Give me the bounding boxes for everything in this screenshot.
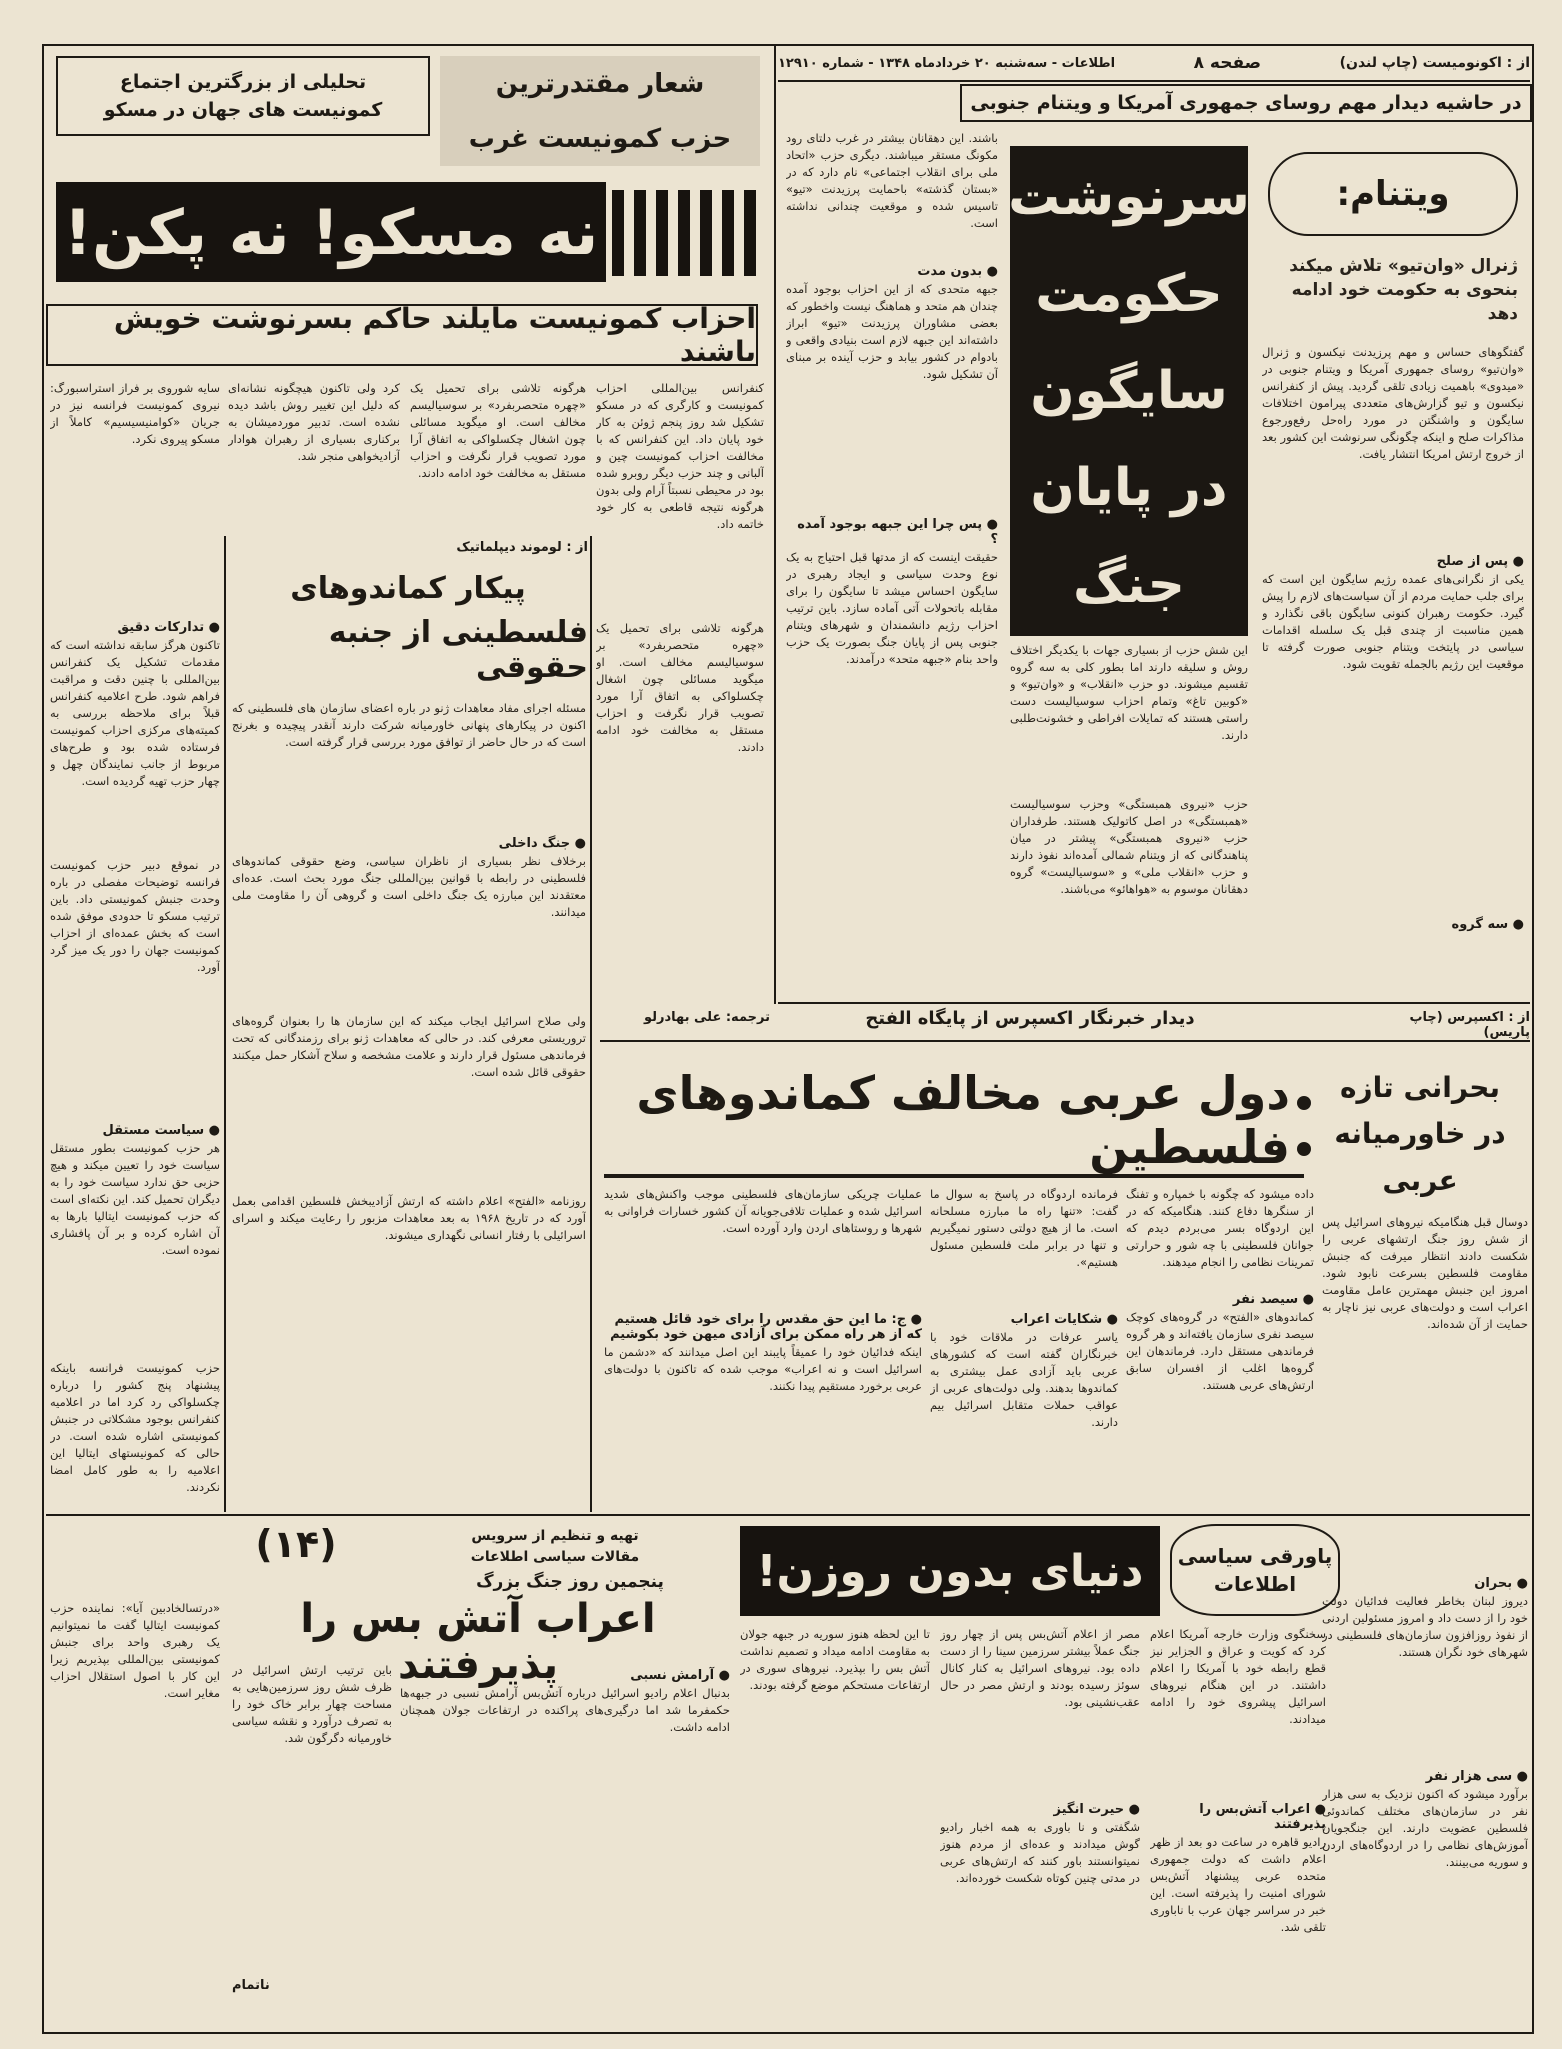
monde-body-4: روزنامه «الفتح» اعلام داشته که ارتش آزادیبخش فلسطین اقدامی بعمل آورد که در تاریخ ۱۹۶۸ به بعد معاهدات مزبور را رعایت میکند و اسرای اسرائیلی با رفتار انسانی نگهداری میشوند. xyxy=(232,1194,586,1242)
headline-word-1: سرنوشت xyxy=(1008,167,1250,228)
vietnam-body-3: این شش حزب از بسیاری جهات با یکدیگر اختلاف روش و سلیقه دارند اما بطور کلی به سه گروه تقسیم میشوند. دو حزب «انقلاب» و «وان‌تیو» و «کوبین تاغ» وتمام احزاب سوسیالیست دست راستی هستند که تمایلات افراطی و خشونت‌طلبی دارند. xyxy=(1010,643,1248,742)
express-kicker-1: بحرانی تازه xyxy=(1340,1070,1500,1104)
express-sub-4: ● شکایات اعراب xyxy=(1010,1312,1118,1327)
monde-source: از : لوموند دیپلماتیک xyxy=(456,540,588,555)
ceasefire-body-5: تا این لحظه هنوز سوریه در جبهه جولان به مقاومت ادامه میداد و تصمیم نداشت آتش بس را بپذیرد. نیروهای سوری در ارتفاعات مستحکم موضع گرفته بودند. xyxy=(740,1627,930,1692)
soviet-headline: نه مسکو! نه پکن! xyxy=(56,182,606,282)
soviet-body-1: کنفرانس بین‌المللی احزاب کمونیست و کارگری که در مسکو تشکیل شد روز پنجم ژوئن به کار خود پایان داد. این کنفرانس که با مخالفت احزاب کمونیست چین و آلبانی و چند حزب دیگر روبرو شده بود در محیطی نسبتاً آرام ولی بدون هرگونه نتیجه قاطعی به کار خود خاتمه داد. xyxy=(596,381,764,531)
express-body-1: دوسال قبل هنگامیکه نیروهای اسرائیل پس از شش روز جنگ ارتشهای عربی را شکست دادند انتظار میرفت که جنبش مقاومت فلسطین بسرعت نابود شود. امروز این جنبش مهمترین عامل مقاومت اعراب است و دولت‌های عربی نیز ناچار به حمایت از آن شده‌اند. xyxy=(1322,1215,1528,1331)
vietnam-body-1: گفتگوهای حساس و مهم پرزیدنت نیکسون و ژنرال «وان‌تیو» روسای جمهوری آمریکا و ویتنام جنوبی در «میدوی» باهمیت زیادی تلقی گردید. پیش از کنفرانس نیکسون و تیو گزارش‌های متعددی پیرامون اختلافات سایگون و واشنگتن در مورد راه‌حل رفع‌ورجوع مذاکرات صلح و اینکه چگونگی سرنوشت این کشور بعد از خروج ارتش امریکا انتشار یافت. xyxy=(1262,345,1524,461)
vietnam-banner: در حاشیه دیدار مهم روسای جمهوری آمریکا و ویتنام جنوبی xyxy=(960,84,1532,122)
monde-title-1: پیکار کماندوهای xyxy=(290,570,526,606)
monde-body-1: مسئله اجرای مفاد معاهدات ژنو در باره اعضای سازمان های فلسطینی که اکنون در پیکارهای پنهانی خاورمیانه شرکت دارند آنقدر پیچیده و بغرنج است که در حال حاضر از توافق مورد بررسی قرار گرفته است. xyxy=(232,701,586,749)
vietnam-sub-3: ● بدون مدت xyxy=(917,264,998,279)
vietnam-sub-2: ● سه گروه xyxy=(1451,917,1524,932)
soviet-body-6: در نموقع دبیر حزب کمونیست فرانسه توضیحات مفصلی در باره وحدت جنبش کمونیستی داد. باین ترتیب مسکو تا حدودی موفق شده است که بخش عمده‌ای از احزاب کمونیست جهان را دور یک میز گرد آورد. xyxy=(50,858,220,974)
ceasefire-sub-3: ● آرامش نسبی xyxy=(630,1668,730,1683)
soviet-body-3: کرد ولی تاکنون هیچگونه نشانه‌ای که دلیل این تغییر روش باشد دیده نشده است. تدبیر موردمیشان به برکناری بسیاری از رهبران هوادار آزادیخواهی منجر شد. xyxy=(228,381,400,463)
masthead-source: از : اکونومیست (چاپ لندن) xyxy=(1339,55,1530,71)
soviet-sub-a: ● تدارکات دقیق xyxy=(117,620,220,635)
express-kicker-2: در خاورمیانه xyxy=(1334,1117,1506,1151)
soviet-slogan-1: شعار مقتدرترین xyxy=(495,68,705,99)
ceasefire-body-3: مصر از اعلام آتش‌بس پس از چهار روز جنگ عملاً بیشتر سرزمین سینا را از دست داده بود. نیروهای اسرائیل به کنار کانال سوئز رسیده بودند و ارتش مصر در حال عقب‌نشینی بود. xyxy=(940,1627,1140,1709)
soviet-body-8: حزب کمونیست فرانسه باینکه پیشنهاد پنج کشور را درباره چکسلواکی رد کرد اما در اعلامیه کنفرانس بوجود مشکلاتی در جنبش کمونیستی اشاره شده است. در حالی که کمونیستهای ایتالیا این اعلامیه را به طور کامل امضا نکردند. xyxy=(50,1361,220,1494)
express-body-6: فرمانده اردوگاه در پاسخ به سوال ما گفت: «تنها راه ما مبارزه مسلحانه است. ما از هیچ دولتی دستور نمیگیریم و تنها در برابر ملت فلسطین مسئول هستیم». xyxy=(930,1187,1118,1269)
soviet-subhead: احزاب کمونیست مایلند حاکم بسرنوشت خویش باشند xyxy=(46,304,758,366)
express-body-2: دیروز لبنان بخاطر فعالیت فدائیان دولت خود را از دست داد و امروز مسئولین اردنی از نفوذ روزافزون سازمان‌های فلسطینی در شهرهای خود نگران هستند. xyxy=(1322,1594,1528,1659)
soviet-title-2: کمونیست های جهان در مسکو xyxy=(103,99,383,121)
vietnam-sub-1: ● پس از صلح xyxy=(1436,554,1524,569)
soviet-sub-b: ● سیاست مستقل xyxy=(102,1123,220,1138)
express-body-4: داده میشود که چگونه با خمپاره و تفنگ از سنگرها دفاع کنند. هنگامیکه که در این اردوگاه بسر می‌بردم دیدم که جوانان فلسطینی با چه شور و حرارتی تمرینات نظامی را انجام میدهند. xyxy=(1126,1187,1314,1269)
ceasefire-signature: ناتمام xyxy=(232,1978,270,1993)
masthead-info: اطلاعات - سه‌شنبه ۲۰ خردادماه ۱۳۴۸ - شماره ۱۲۹۱۰ xyxy=(778,55,1116,71)
ceasefire-sub-1: ● اعراب آتش‌بس را پذیرفتند xyxy=(1199,1802,1326,1832)
ceasefire-body-4: شگفتی و نا باوری به همه اخبار رادیو گوش میدادند و عده‌ای از مردم هنوز نمیتوانستند باور کنند که ارتش‌های عربی در مدتی چنین کوتاه شکست خورده‌اند. xyxy=(940,1820,1140,1885)
ceasefire-series-number: (۱۴) xyxy=(255,1522,337,1566)
headline-word-2: حکومت xyxy=(1035,264,1223,325)
column-label-2: اطلاعات xyxy=(1213,1572,1297,1596)
express-translator: ترجمه: علی بهادرلو xyxy=(643,1010,770,1025)
express-kicker-3: عربی xyxy=(1382,1164,1458,1198)
page-border xyxy=(42,44,1534,2034)
soviet-body-9: «درتسالخادبین آیا»: نماینده حزب کمونیست ایتالیا گفت ما نمیتوانیم یک رهبری واحد برای جنبش کمونیستی بین‌المللی بپذیریم زیرا این کار با اصول استقلال احزاب مغایر است. xyxy=(50,1601,220,1700)
express-sub-1: ● بحران xyxy=(1474,1576,1528,1591)
express-body-5: کماندوهای «الفتح» در گروه‌های کوچک سیصد نفری سازمان یافته‌اند و هر گروه فرماندهی مستقل دارد. فرماندهان این گروه‌ها اغلب از افسران سابق ارتش‌های عربی هستند. xyxy=(1126,1310,1314,1392)
headline-word-4: در پایان xyxy=(1030,457,1228,518)
express-body-8: عملیات چریکی سازمان‌های فلسطینی موجب واکنش‌های شدید اسرائیل شده و عملیات تلافی‌جویانه آن کشور خسارات فراوانی به شهرها و روستاهای اردن وارد آورده است. xyxy=(604,1187,922,1235)
series-1: تهیه و تنظیم از سرویس xyxy=(471,1528,639,1544)
vietnam-col2-top: باشند. این دهقانان بیشتر در غرب دلتای رود مکونگ مستقر میباشند. دیگری حزب «اتحاد ملی برای انقلاب اجتماعی» نام دارد که در «بستان گذشته» باحمایت پرزیدنت «تیو» تاسیس شده و موقعیت چندانی نداشته است. xyxy=(786,131,998,230)
soviet-title-1: تحلیلی از بزرگترین اجتماع xyxy=(119,71,367,93)
vietnam-kicker-box: ویتنام: xyxy=(1268,152,1518,236)
vietnam-body-2: یکی از نگرانی‌های عمده رژیم سایگون این است که برای جلب حمایت مردم از آن سیاست‌های لازم را پیش گیرد. حکومت رهبران کنونی سایگون باقی نگذارد و همین مناسبت از چندی قبل یک سلسله اقدامات سیاسی در پایتخت ویتنام جنوبی صورت گرفته تا موقعیت این رژیم بالجمله تقویت شود. xyxy=(1262,572,1524,671)
express-body-9: اینکه فدائیان خود را عمیقاً پایبند این اصل میدانند که «دشمن ما اسرائیل است و نه اعراب» موجب شده که تاکنون با دولت‌های عربی برخورد مستقیم پیدا نکنند. xyxy=(604,1345,922,1393)
ceasefire-sub-2: ● حیرت انگیز xyxy=(1053,1802,1140,1817)
monde-sub-1: ● جنگ داخلی xyxy=(498,836,586,851)
vietnam-body-4: حزب «نیروی همبستگی» وحزب سوسیالیست «همبستگی» در اصل کاتولیک هستند. طرفداران حزب «نیروی همبستگی» پیشتر در میان پناهندگانی که از ویتنام شمالی آمده‌اند نفوذ دارند و حزب «انقلاب ملی» و «سوسیالیست» گروه دهقانان موسوم به «هواهائو» می‌باشند. xyxy=(1010,797,1248,896)
masthead-page: صفحه ۸ xyxy=(1193,53,1262,73)
express-sub-5: ● ج: ما این حق مقدس را برای خود قائل هستیم که از هر راه ممکن برای آزادی میهن خود بکوشیم xyxy=(610,1312,922,1342)
series-2: مقالات سیاسی اطلاعات xyxy=(470,1549,640,1565)
column-label-1: پاورقی سیاسی xyxy=(1177,1544,1333,1568)
monde-title-2: فلسطینی از جنبه حقوقی xyxy=(328,615,588,686)
vietnam-subhead: ژنرال «وان‌تیو» تلاش میکند بنحوی به حکومت خود ادامه دهد xyxy=(1289,256,1518,324)
vietnam-sub-4: ● پس چرا این جبهه بوجود آمده ؟ xyxy=(797,517,998,547)
express-body-7: یاسر عرفات در ملاقات خود با خبرنگاران گفته است که کشورهای عربی باید آزادی عمل بیشتری به کماندوها بدهند. ولی دولت‌های عربی از عواقب حملات متقابل اسرائیل بیم دارند. xyxy=(930,1330,1118,1429)
monde-body-2: برخلاف نظر بسیاری از ناظران سیاسی، وضع حقوقی کماندوهای فلسطینی در رابطه با قوانین بین‌المللی جنگ مورد بحث است. عده‌ای معتقدند این مبارزه یک جنگ داخلی است و گروهی آن را مقاومت ملی میدانند. xyxy=(232,854,586,919)
ceasefire-body-7: باین ترتیب ارتش اسرائیل در ظرف شش روز سرزمین‌هایی به مساحت چهار برابر خاک خود را به تصرف درآورد و نقشه سیاسی خاورمیانه دگرگون شد. xyxy=(232,1663,392,1745)
vietnam-col2-mid: جبهه متحدی که از این احزاب بوجود آمده چندان هم متحد و هماهنگ نیست واخطور که بعضی مشاوران پرزیدنت «تیو» ابراز داشته‌اند این جبهه لازم است بنیادی واقعی و بادوام در کشور بیابد و حزب آینده بر مبنای آن تشکیل شود. xyxy=(786,282,998,381)
express-sub-3: ● سیصد نفر xyxy=(1232,1292,1314,1307)
headline-word-3: سایگون xyxy=(1030,360,1228,421)
ceasefire-headline: اعراب آتش بس را پذیرفتند xyxy=(300,1596,656,1688)
soviet-col3-repeat: هرگونه تلاشی برای تحمیل یک «چهره متحصربفرد» بر سوسیالیسم مخالف است. او میگوید مسائلی چون اشغال چکسلواکی به اتفاق آرا مورد تصویب قرار نگرفت و احزاب مستقل به مخالفت خود ادامه دادند. xyxy=(596,621,764,754)
express-headline: دول عربی مخالف کماندوهای فلسطین xyxy=(636,1066,1290,1174)
ceasefire-kicker: پنجمین روز جنگ بزرگ xyxy=(476,1572,664,1592)
express-source: از : اکسپرس (چاپ پاریس) xyxy=(1409,1010,1530,1040)
soviet-body-4: سایه شوروی بر فراز استراسبورگ: نیروی کمونیست فرانسه نیز در جریان «کوامنیسیسیم» کاملاً از مسکو پیروی نکرد. xyxy=(50,381,220,446)
ceasefire-body-1: سخنگوی وزارت خارجه آمریکا اعلام کرد که کویت و عراق و الجزایر نیز قطع رابطه خود با آمریکا را اعلام داشتند. در این هنگام نیروهای اسرائیل پیشروی خود را ادامه میدادند. xyxy=(1150,1627,1326,1726)
ceasefire-banner: دنیای بدون روزن! xyxy=(740,1526,1160,1616)
ceasefire-body-6: بدنبال اعلام رادیو اسرائیل درباره آتش‌بس آرامش نسبی در جبهه‌ها حکمفرما شد اما درگیری‌های پراکنده در ارتفاعات جولان همچنان ادامه داشت. xyxy=(400,1686,730,1734)
headline-word-5: جنگ xyxy=(1073,554,1185,615)
express-interview: دیدار خبرنگار اکسپرس از پایگاه الفتح xyxy=(865,1008,1195,1029)
express-body-3: برآورد میشود که اکنون نزدیک به سی هزار نفر در سازمان‌های مختلف کماندوئی فلسطین عضویت دارند. این جنگجویان آموزش‌های نظامی را در اردوگاه‌های اردن و سوریه می‌بینند. xyxy=(1322,1787,1528,1869)
soviet-body-7: هر حزب کمونیست بطور مستقل سیاست خود را تعیین میکند و هیچ حزبی حق ندارد سیاست خود را به دیگران تحمیل کند. این نکته‌ای است که حزب کمونیست ایتالیا بارها به آن اشاره کرده و بر آن پافشاری نموده است. xyxy=(50,1141,220,1257)
vietnam-col2-bottom: حقیقت اینست که از مدتها قبل احتیاج به یک نوع وحدت سیاسی و ایجاد رهبری در سایگون احساس میشد تا سایگون را برای مقابله باتحولات آتی آماده سازد. باین ترتیب احزاب رژیم دانشمندان و شهرهای ویتنام جنوبی پس از پایان جنگ بصورت یک حزب واحد بنام «جبهه متحد» درآمدند. xyxy=(786,550,998,666)
express-sub-2: ● سی هزار نفر xyxy=(1425,1769,1528,1784)
monde-body-3: ولی صلاح اسرائیل ایجاب میکند که این سازمان ها را بعنوان گروه‌های تروریستی معرفی کند. در حالی که معاهدات ژنو برای رزمندگانی که تحت فرماندهی مسئول قرار دارند و علامت مشخصه و سلاح آشکار حمل میکنند حقوقی قائل شده است. xyxy=(232,1014,586,1079)
soviet-slogan-2: حزب کمونیست غرب xyxy=(468,123,732,154)
soviet-body-2: هرگونه تلاشی برای تحمیل یک «چهره متحصربفرد» بر سوسیالیسم مخالف است. او میگوید مسائلی چون اشغال چکسلواکی به اتفاق آرا مورد تصویب قرار نگرفت و احزاب مستقل به مخالفت خود ادامه دادند. xyxy=(410,381,586,480)
soviet-body-5: تاکنون هرگز سابقه نداشته است که مقدمات تشکیل یک کنفرانس بین‌المللی با چنین دقت و مراقبت فراهم شود. طرح اعلامیه کنفرانس قبلاً برای ملاحظه بررسی به کمیته‌های مرکزی احزاب کمونیست فرستاده شده بود و طرح‌های مربوط از جانب نمایندگان چهل و چهار حزب تهیه گردیده است. xyxy=(50,638,220,788)
ceasefire-body-2: رادیو قاهره در ساعت دو بعد از ظهر اعلام داشت که دولت جمهوری متحده عربی پیشنهاد آتش‌بس شورای امنیت را پذیرفته است. این خبر در سراسر جهان عرب با ناباوری تلقی شد. xyxy=(1150,1835,1326,1934)
